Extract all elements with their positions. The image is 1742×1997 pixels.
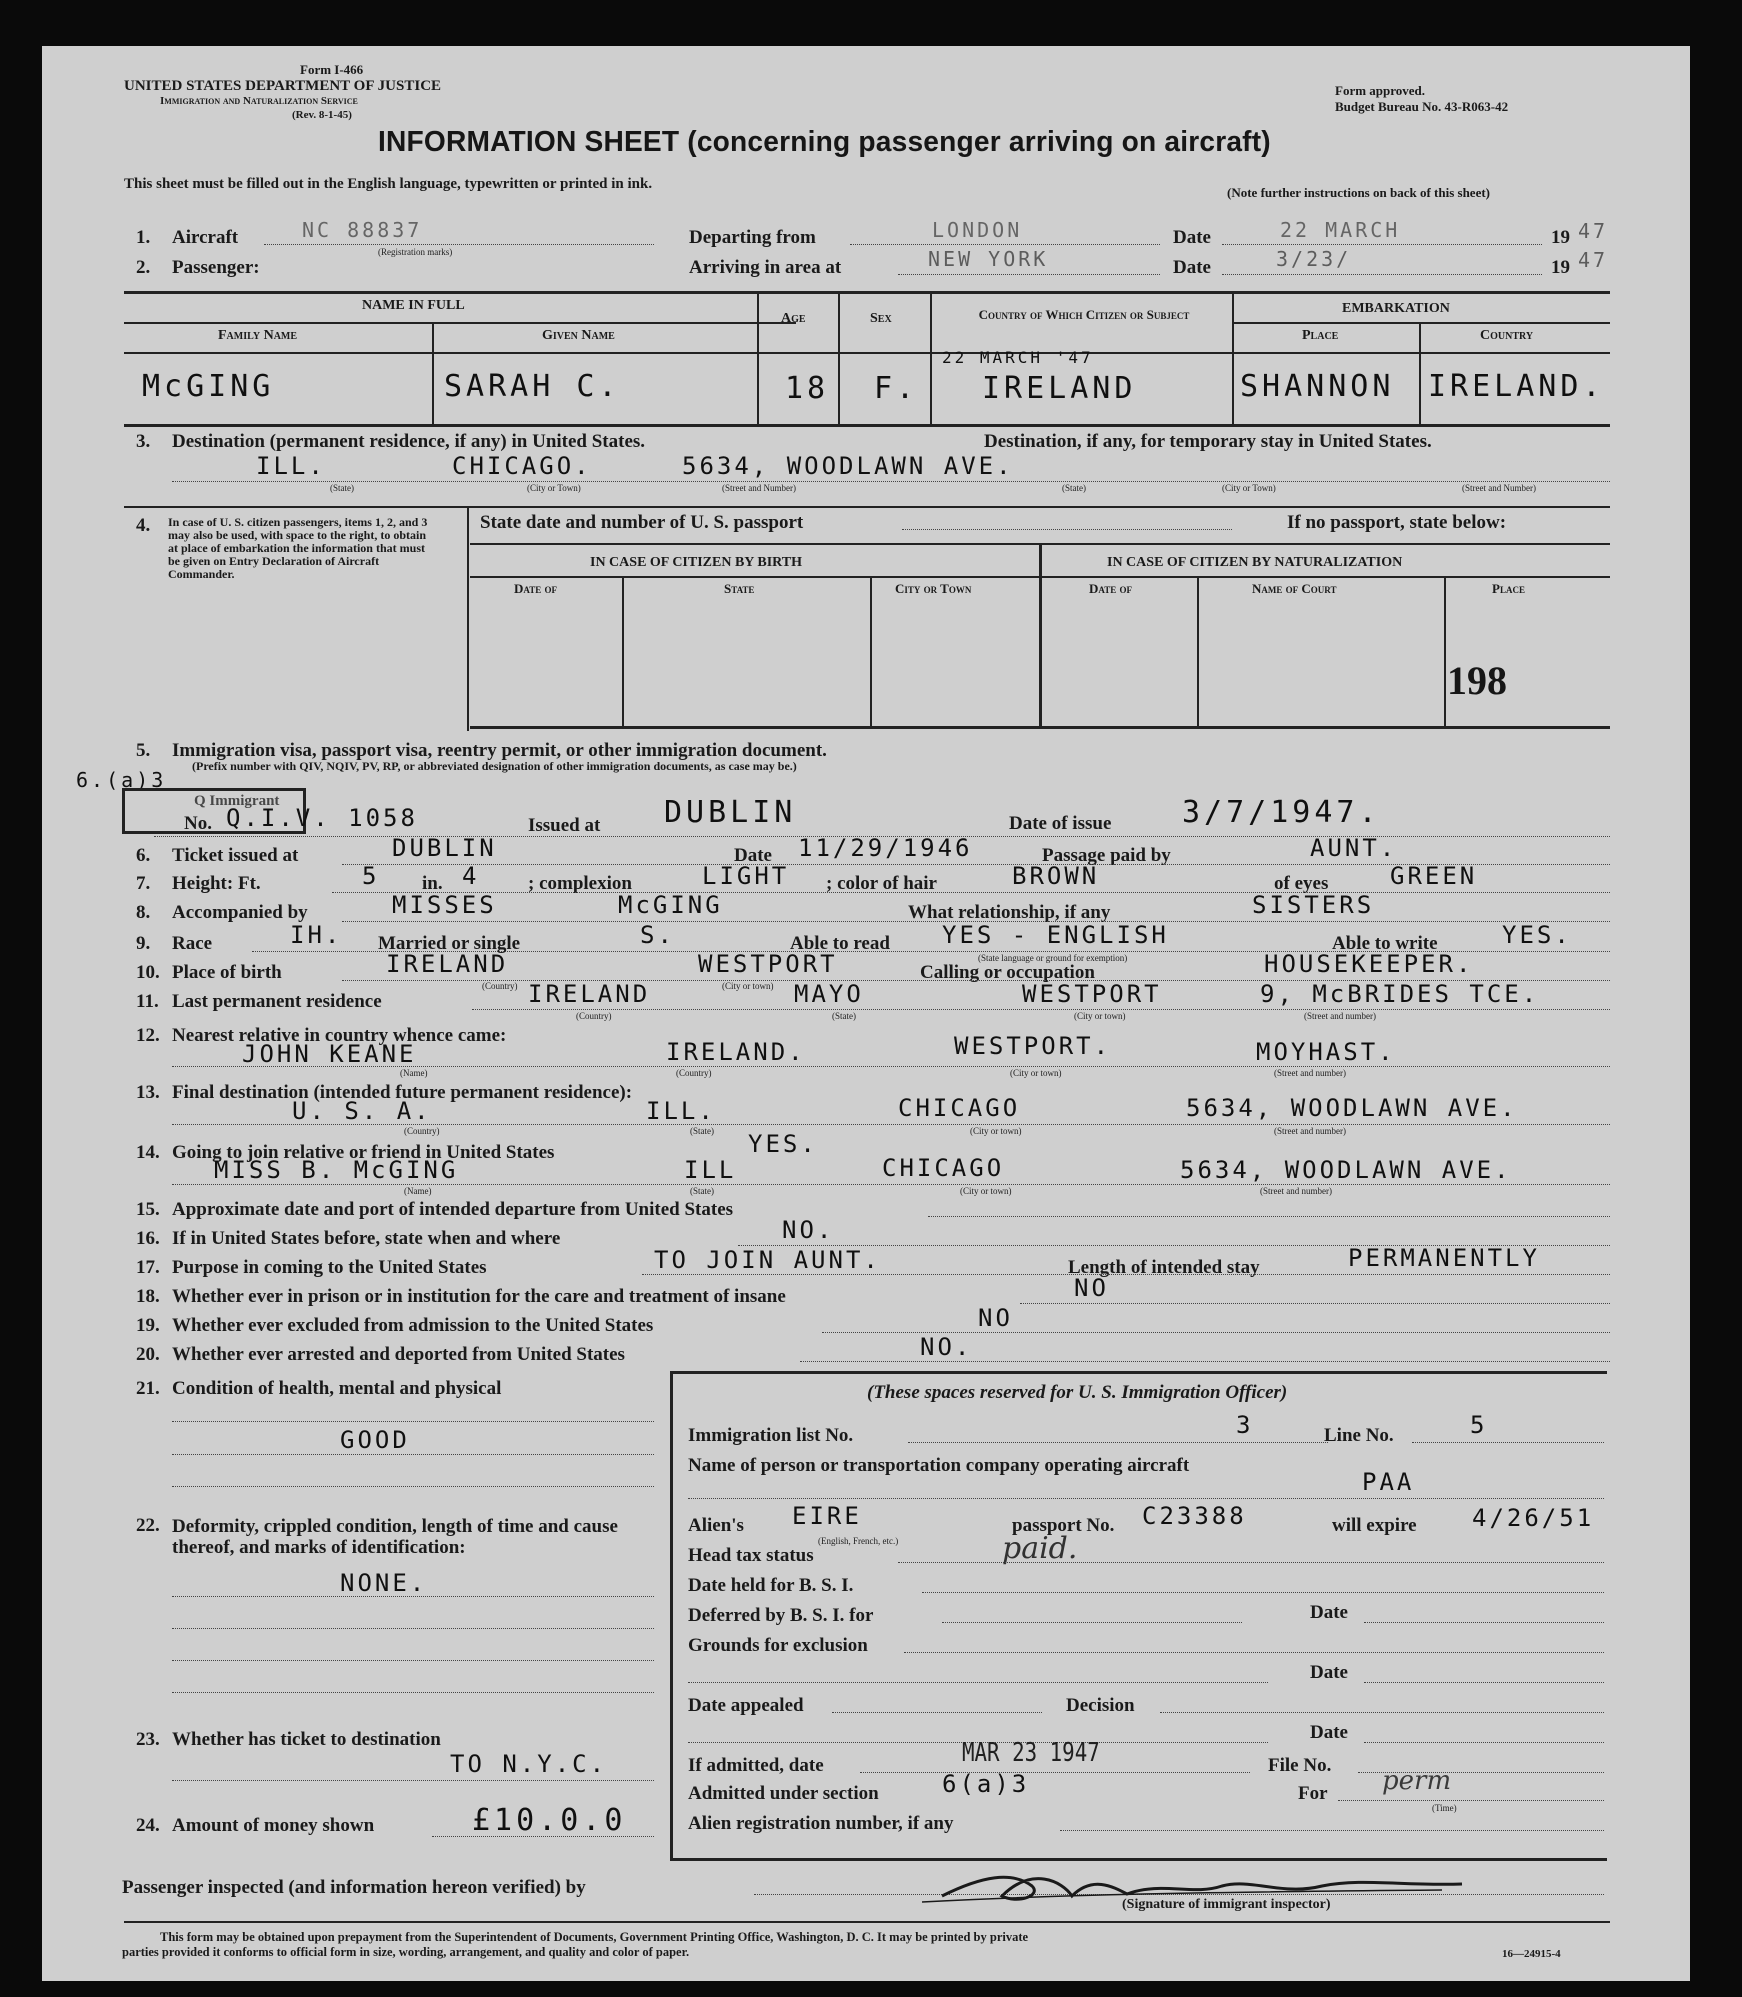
birth-city-value: WESTPORT bbox=[698, 950, 838, 978]
footer-line-2: parties provided it conforms to official form in size, wording, arrangement, and quality and color of paper. bbox=[122, 1945, 690, 1959]
appealed-label: Date appealed bbox=[688, 1695, 804, 1716]
registration-caption: (Registration marks) bbox=[378, 247, 453, 257]
departing-label: Departing from bbox=[689, 227, 816, 248]
given-name-value: SARAH C. bbox=[444, 369, 621, 404]
birth-state-col: State bbox=[724, 581, 755, 596]
complexion-label: ; complexion bbox=[528, 873, 632, 894]
join-state-value: ILL bbox=[684, 1156, 737, 1184]
hair-value: BROWN bbox=[1012, 862, 1100, 890]
money-label: Amount of money shown bbox=[172, 1815, 375, 1836]
head-tax-value: paid. bbox=[1002, 1531, 1078, 1566]
height-in-label: in. bbox=[422, 873, 443, 894]
final-state-value: ILL. bbox=[646, 1097, 716, 1125]
line-no-value: 5 bbox=[1470, 1411, 1488, 1439]
immigrant-stamp: Q Immigrant bbox=[194, 793, 280, 809]
form-approved: Form approved. bbox=[1335, 83, 1426, 98]
footer-code: 16—24915-4 bbox=[1502, 1948, 1561, 1960]
money-value: £10.0.0 bbox=[472, 1803, 627, 1838]
item-22-number: 22. bbox=[136, 1515, 160, 1536]
visa-no-label: No. bbox=[184, 813, 212, 834]
issued-at-value: DUBLIN bbox=[664, 795, 797, 830]
able-read-value: YES - ENGLISH bbox=[942, 921, 1169, 949]
embarkation-header: EMBARKATION bbox=[1342, 301, 1450, 316]
immigration-list-value: 3 bbox=[1236, 1411, 1254, 1439]
destination-label: Destination (permanent residence, if any) in United States. bbox=[172, 431, 646, 452]
revision: (Rev. 8-1-45) bbox=[292, 109, 352, 121]
last-residence-state: MAYO bbox=[794, 980, 864, 1008]
relative-city-caption: (City or town) bbox=[1010, 1068, 1062, 1078]
passport-no-label: passport No. bbox=[1012, 1515, 1115, 1536]
alien-value: EIRE bbox=[792, 1502, 862, 1530]
last-country-caption: (Country) bbox=[576, 1011, 612, 1021]
depart-date-label: Date bbox=[1173, 227, 1211, 248]
deformity-label: Deformity, crippled condition, length of time and cause thereof, and marks of identification: bbox=[172, 1516, 618, 1558]
final-street-caption: (Street and number) bbox=[1274, 1126, 1346, 1136]
health-label: Condition of health, mental and physical bbox=[172, 1378, 502, 1399]
arrive-date-label: Date bbox=[1173, 257, 1211, 278]
time-caption: (Time) bbox=[1432, 1803, 1457, 1813]
item-12-number: 12. bbox=[136, 1025, 160, 1046]
item-10-number: 10. bbox=[136, 962, 160, 983]
item-2-number: 2. bbox=[136, 257, 151, 278]
age-header: Age bbox=[781, 311, 806, 326]
arrive-year-prefix: 19 bbox=[1551, 257, 1570, 278]
item-6-number: 6. bbox=[136, 845, 151, 866]
item-4-number: 4. bbox=[136, 515, 151, 536]
passage-paid-label: Passage paid by bbox=[1042, 845, 1171, 866]
passport-expire-label: will expire bbox=[1332, 1515, 1417, 1536]
service-name: Immigration and Naturalization Service bbox=[160, 95, 358, 107]
margin-note: 6.(a)3 bbox=[76, 768, 167, 792]
accompanied-label: Accompanied by bbox=[172, 902, 308, 923]
last-residence-label: Last permanent residence bbox=[172, 991, 382, 1012]
sex-header: Sex bbox=[870, 311, 892, 326]
signature-caption: (Signature of immigrant inspector) bbox=[1122, 1897, 1331, 1912]
final-destination-label: Final destination (intended future permanent residence): bbox=[172, 1082, 633, 1103]
issued-at-label: Issued at bbox=[528, 815, 601, 836]
inspected-label: Passenger inspected (and information hereon verified) by bbox=[122, 1877, 586, 1898]
back-note: (Note further instructions on back of this sheet) bbox=[1227, 185, 1490, 200]
excluded-label: Whether ever excluded from admission to the United States bbox=[172, 1315, 654, 1336]
citizen-note-text: In case of U. S. citizen passengers, items 1, 2, and 3 may also be used, with space to the right, to obtain at place of embarkation the information that must be given on Entry Declaration of Aircraft Commander. bbox=[168, 515, 428, 581]
hair-label: ; color of hair bbox=[826, 873, 937, 894]
operator-label: Name of person or transportation company operating aircraft bbox=[688, 1455, 1190, 1476]
item-1-number: 1. bbox=[136, 227, 151, 248]
race-value: IH. bbox=[290, 921, 343, 949]
passport-expire-value: 4/26/51 bbox=[1472, 1504, 1595, 1532]
country-header: Country bbox=[1480, 328, 1534, 343]
aircraft-label: Aircraft bbox=[172, 227, 239, 248]
item-19-number: 19. bbox=[136, 1315, 160, 1336]
given-name-header: Given Name bbox=[542, 328, 615, 343]
accompanied-value-1: MISSES bbox=[392, 891, 497, 919]
item-13-number: 13. bbox=[136, 1082, 160, 1103]
join-name-value: MISS B. McGING bbox=[214, 1156, 459, 1184]
height-ft-value: 5 bbox=[362, 862, 380, 890]
birth-date-col: Date of bbox=[514, 581, 557, 596]
citizen-note: 22 MARCH '47 bbox=[942, 348, 1094, 367]
final-street-value: 5634, WOODLAWN AVE. bbox=[1186, 1094, 1518, 1122]
able-write-label: Able to write bbox=[1332, 933, 1438, 954]
ticket-issued-value: DUBLIN bbox=[392, 834, 497, 862]
nat-place-col: Place bbox=[1492, 581, 1525, 596]
officer-header: (These spaces reserved for U. S. Immigration Officer) bbox=[867, 1382, 1288, 1403]
aircraft-value: NC 88837 bbox=[302, 218, 423, 242]
join-name-caption: (Name) bbox=[404, 1186, 432, 1196]
footer-line-1: This form may be obtained upon prepayment from the Superintendent of Documents, Government Printing Office, Washington, D. C. It may be printed by private bbox=[160, 1930, 1029, 1944]
stamp-number: 198 bbox=[1447, 658, 1507, 703]
join-street-caption: (Street and number) bbox=[1260, 1186, 1332, 1196]
final-city-caption: (City or town) bbox=[970, 1126, 1022, 1136]
citizen-naturalization-header: IN CASE OF CITIZEN BY NATURALIZATION bbox=[1107, 555, 1403, 570]
item-18-number: 18. bbox=[136, 1286, 160, 1307]
admitted-section-label: Admitted under section bbox=[688, 1783, 879, 1804]
item-16-number: 16. bbox=[136, 1228, 160, 1249]
departing-value: LONDON bbox=[932, 218, 1023, 242]
married-value: S. bbox=[640, 921, 675, 949]
temp-state-caption: (State) bbox=[1062, 483, 1086, 493]
join-street-value: 5634, WOODLAWN AVE. bbox=[1180, 1156, 1512, 1184]
nat-court-col: Name of Court bbox=[1252, 581, 1337, 596]
deported-label: Whether ever arrested and deported from United States bbox=[172, 1344, 625, 1365]
embarkation-place-value: SHANNON bbox=[1240, 369, 1395, 404]
last-residence-city: WESTPORT bbox=[1022, 980, 1162, 1008]
birth-country-value: IRELAND bbox=[386, 950, 509, 978]
dest-street-caption: (Street and Number) bbox=[722, 483, 796, 493]
date-issue-label: Date of issue bbox=[1009, 813, 1112, 834]
item-5-number: 5. bbox=[136, 740, 151, 761]
relative-country-value: IRELAND. bbox=[666, 1038, 806, 1066]
deferred-date-label: Date bbox=[1310, 1602, 1348, 1623]
grounds-date-label: Date bbox=[1310, 1662, 1348, 1683]
health-value: GOOD bbox=[340, 1426, 410, 1454]
visa-no-value: Q.I.V. 1058 bbox=[226, 804, 418, 832]
decision-label: Decision bbox=[1066, 1695, 1135, 1716]
last-residence-country: IRELAND bbox=[528, 980, 651, 1008]
join-city-value: CHICAGO bbox=[882, 1154, 1005, 1182]
instruction: This sheet must be filled out in the English language, typewritten or printed in ink. bbox=[124, 176, 653, 192]
passport-label: State date and number of U. S. passport bbox=[480, 512, 804, 533]
stay-value: PERMANENTLY bbox=[1348, 1244, 1540, 1272]
item-24-number: 24. bbox=[136, 1815, 160, 1836]
calling-value: HOUSEKEEPER. bbox=[1264, 950, 1474, 978]
dest-state-caption: (State) bbox=[330, 483, 354, 493]
birth-city-caption: (City or town) bbox=[722, 981, 774, 991]
ticket-issued-label: Ticket issued at bbox=[172, 845, 299, 866]
last-street-caption: (Street and number) bbox=[1304, 1011, 1376, 1021]
birth-city-col: City or Town bbox=[895, 581, 972, 596]
temp-city-caption: (City or Town) bbox=[1222, 483, 1276, 493]
relative-street-value: MOYHAST. bbox=[1256, 1038, 1396, 1066]
form-number: Form I-466 bbox=[300, 62, 364, 77]
file-no-label: File No. bbox=[1268, 1755, 1332, 1776]
item-23-number: 23. bbox=[136, 1729, 160, 1750]
departure-plan-label: Approximate date and port of intended departure from United States bbox=[172, 1199, 734, 1220]
alien-caption: (English, French, etc.) bbox=[818, 1536, 899, 1546]
final-country-caption: (Country) bbox=[404, 1126, 440, 1136]
prison-label: Whether ever in prison or in institution for the care and treatment of insane bbox=[172, 1286, 786, 1307]
immigration-list-label: Immigration list No. bbox=[688, 1425, 854, 1446]
information-sheet-document bbox=[42, 46, 1690, 1981]
previous-visit-value: NO. bbox=[782, 1216, 835, 1244]
accompanied-value-2: McGING bbox=[618, 891, 723, 919]
relationship-label: What relationship, if any bbox=[908, 902, 1111, 923]
admitted-date-label: If admitted, date bbox=[688, 1755, 824, 1776]
join-state-caption: (State) bbox=[690, 1186, 714, 1196]
arrive-year-value: 47 bbox=[1578, 248, 1609, 272]
deformity-value: NONE. bbox=[340, 1569, 428, 1597]
item-21-number: 21. bbox=[136, 1378, 160, 1399]
last-city-caption: (City or town) bbox=[1074, 1011, 1126, 1021]
nearest-relative-label: Nearest relative in country whence came: bbox=[172, 1025, 507, 1046]
registration-no-label: Alien registration number, if any bbox=[688, 1813, 954, 1834]
able-write-value: YES. bbox=[1502, 921, 1572, 949]
date-issue-value: 3/7/1947. bbox=[1182, 795, 1381, 830]
able-read-label: Able to read bbox=[790, 933, 890, 954]
join-relative-label: Going to join relative or friend in United States bbox=[172, 1142, 555, 1163]
final-state-caption: (State) bbox=[690, 1126, 714, 1136]
operator-value: PAA bbox=[1362, 1468, 1415, 1496]
destination-street-value: 5634, WOODLAWN AVE. bbox=[682, 452, 1014, 480]
arriving-value: NEW YORK bbox=[928, 247, 1049, 271]
name-in-full-header: NAME IN FULL bbox=[362, 298, 465, 313]
prison-value: NO bbox=[1074, 1274, 1109, 1302]
relative-street-caption: (Street and number) bbox=[1274, 1068, 1346, 1078]
no-passport-label: If no passport, state below: bbox=[1287, 512, 1507, 533]
citizen-value: IRELAND bbox=[982, 371, 1137, 406]
arrive-date-value: 3/23/ bbox=[1276, 247, 1352, 271]
final-city-value: CHICAGO bbox=[898, 1094, 1021, 1122]
height-ft-label: Height: Ft. bbox=[172, 873, 261, 894]
ticket-destination-value: TO N.Y.C. bbox=[450, 1750, 608, 1778]
immigration-document-label: Immigration visa, passport visa, reentry permit, or other immigration document. bbox=[172, 740, 827, 761]
item-11-number: 11. bbox=[136, 991, 159, 1012]
department-name: UNITED STATES DEPARTMENT OF JUSTICE bbox=[124, 78, 442, 94]
married-label: Married or single bbox=[378, 933, 521, 954]
place-header: Place bbox=[1302, 328, 1339, 343]
for-value: perm bbox=[1382, 1766, 1452, 1796]
complexion-value: LIGHT bbox=[702, 862, 790, 890]
eyes-value: GREEN bbox=[1390, 862, 1478, 890]
dest-city-caption: (City or Town) bbox=[527, 483, 581, 493]
join-relative-value: YES. bbox=[748, 1130, 818, 1158]
join-city-caption: (City or town) bbox=[960, 1186, 1012, 1196]
item-20-number: 20. bbox=[136, 1344, 160, 1365]
item-17-number: 17. bbox=[136, 1257, 160, 1278]
family-name-value: McGING bbox=[142, 369, 275, 404]
form-title: INFORMATION SHEET (concerning passenger arriving on aircraft) bbox=[378, 126, 1271, 158]
budget-number: Budget Bureau No. 43-R063-42 bbox=[1335, 99, 1509, 114]
ticket-date-label: Date bbox=[734, 845, 772, 866]
decision-date-label: Date bbox=[1310, 1722, 1348, 1743]
relationship-value: SISTERS bbox=[1252, 891, 1375, 919]
passenger-label: Passenger: bbox=[172, 257, 260, 278]
destination-city-value: CHICAGO. bbox=[452, 452, 592, 480]
nat-date-col: Date of bbox=[1089, 581, 1132, 596]
calling-label: Calling or occupation bbox=[920, 962, 1095, 983]
item-14-number: 14. bbox=[136, 1142, 160, 1163]
immigration-document-sub: (Prefix number with QIV, NQIV, PV, RP, or abbreviated designation of other immigration documents, as case may be.) bbox=[192, 759, 797, 773]
depart-year-value: 47 bbox=[1578, 219, 1609, 243]
grounds-label: Grounds for exclusion bbox=[688, 1635, 868, 1656]
ticket-date-value: 11/29/1946 bbox=[798, 834, 973, 862]
held-bsi-label: Date held for B. S. I. bbox=[688, 1575, 854, 1596]
admitted-section-value: 6(a)3 bbox=[942, 1770, 1030, 1798]
item-15-number: 15. bbox=[136, 1199, 160, 1220]
birth-country-caption: (Country) bbox=[482, 981, 518, 991]
purpose-value: TO JOIN AUNT. bbox=[654, 1246, 881, 1274]
head-tax-label: Head tax status bbox=[688, 1545, 814, 1566]
relative-country-caption: (Country) bbox=[676, 1068, 712, 1078]
deported-value: NO. bbox=[920, 1333, 973, 1361]
destination-state-value: ILL. bbox=[256, 452, 326, 480]
eyes-label: of eyes bbox=[1274, 873, 1329, 894]
read-caption: (State language or ground for exemption) bbox=[978, 953, 1128, 963]
temporary-destination-label: Destination, if any, for temporary stay in United States. bbox=[984, 431, 1432, 452]
passport-no-value: C23388 bbox=[1142, 1502, 1247, 1530]
ticket-destination-label: Whether has ticket to destination bbox=[172, 1729, 441, 1750]
sex-value: F. bbox=[874, 371, 919, 406]
excluded-value: NO bbox=[978, 1304, 1013, 1332]
stay-label: Length of intended stay bbox=[1068, 1257, 1260, 1278]
relative-city-value: WESTPORT. bbox=[954, 1032, 1112, 1060]
race-label: Race bbox=[172, 933, 213, 954]
arriving-label: Arriving in area at bbox=[689, 257, 842, 278]
passage-paid-value: AUNT. bbox=[1310, 834, 1398, 862]
item-8-number: 8. bbox=[136, 902, 151, 923]
embarkation-country-value: IRELAND. bbox=[1428, 369, 1605, 404]
citizen-header: Country of Which Citizen or Subject bbox=[978, 307, 1190, 322]
last-state-caption: (State) bbox=[832, 1011, 856, 1021]
depart-date-value: 22 MARCH bbox=[1280, 218, 1401, 242]
citizen-birth-header: IN CASE OF CITIZEN BY BIRTH bbox=[590, 555, 803, 570]
admitted-date-stamp: MAR 23 1947 bbox=[962, 1738, 1100, 1768]
item-7-number: 7. bbox=[136, 873, 151, 894]
relative-name-value: JOHN KEANE bbox=[242, 1040, 417, 1068]
alien-label: Alien's bbox=[688, 1515, 744, 1536]
item-3-number: 3. bbox=[136, 431, 151, 452]
depart-year-prefix: 19 bbox=[1551, 227, 1570, 248]
birthplace-label: Place of birth bbox=[172, 962, 282, 983]
family-name-header: Family Name bbox=[218, 328, 298, 343]
age-value: 18 bbox=[785, 371, 830, 406]
purpose-label: Purpose in coming to the United States bbox=[172, 1257, 487, 1278]
item-9-number: 9. bbox=[136, 933, 151, 954]
height-in-value: 4 bbox=[462, 862, 480, 890]
final-country-value: U. S. A. bbox=[292, 1097, 432, 1125]
previous-visit-label: If in United States before, state when and where bbox=[172, 1228, 561, 1249]
relative-name-caption: (Name) bbox=[400, 1068, 428, 1078]
line-no-label: Line No. bbox=[1324, 1425, 1394, 1446]
last-residence-street: 9, McBRIDES TCE. bbox=[1260, 980, 1540, 1008]
for-label: For bbox=[1298, 1783, 1328, 1804]
deferred-label: Deferred by B. S. I. for bbox=[688, 1605, 874, 1626]
temp-street-caption: (Street and Number) bbox=[1462, 483, 1536, 493]
